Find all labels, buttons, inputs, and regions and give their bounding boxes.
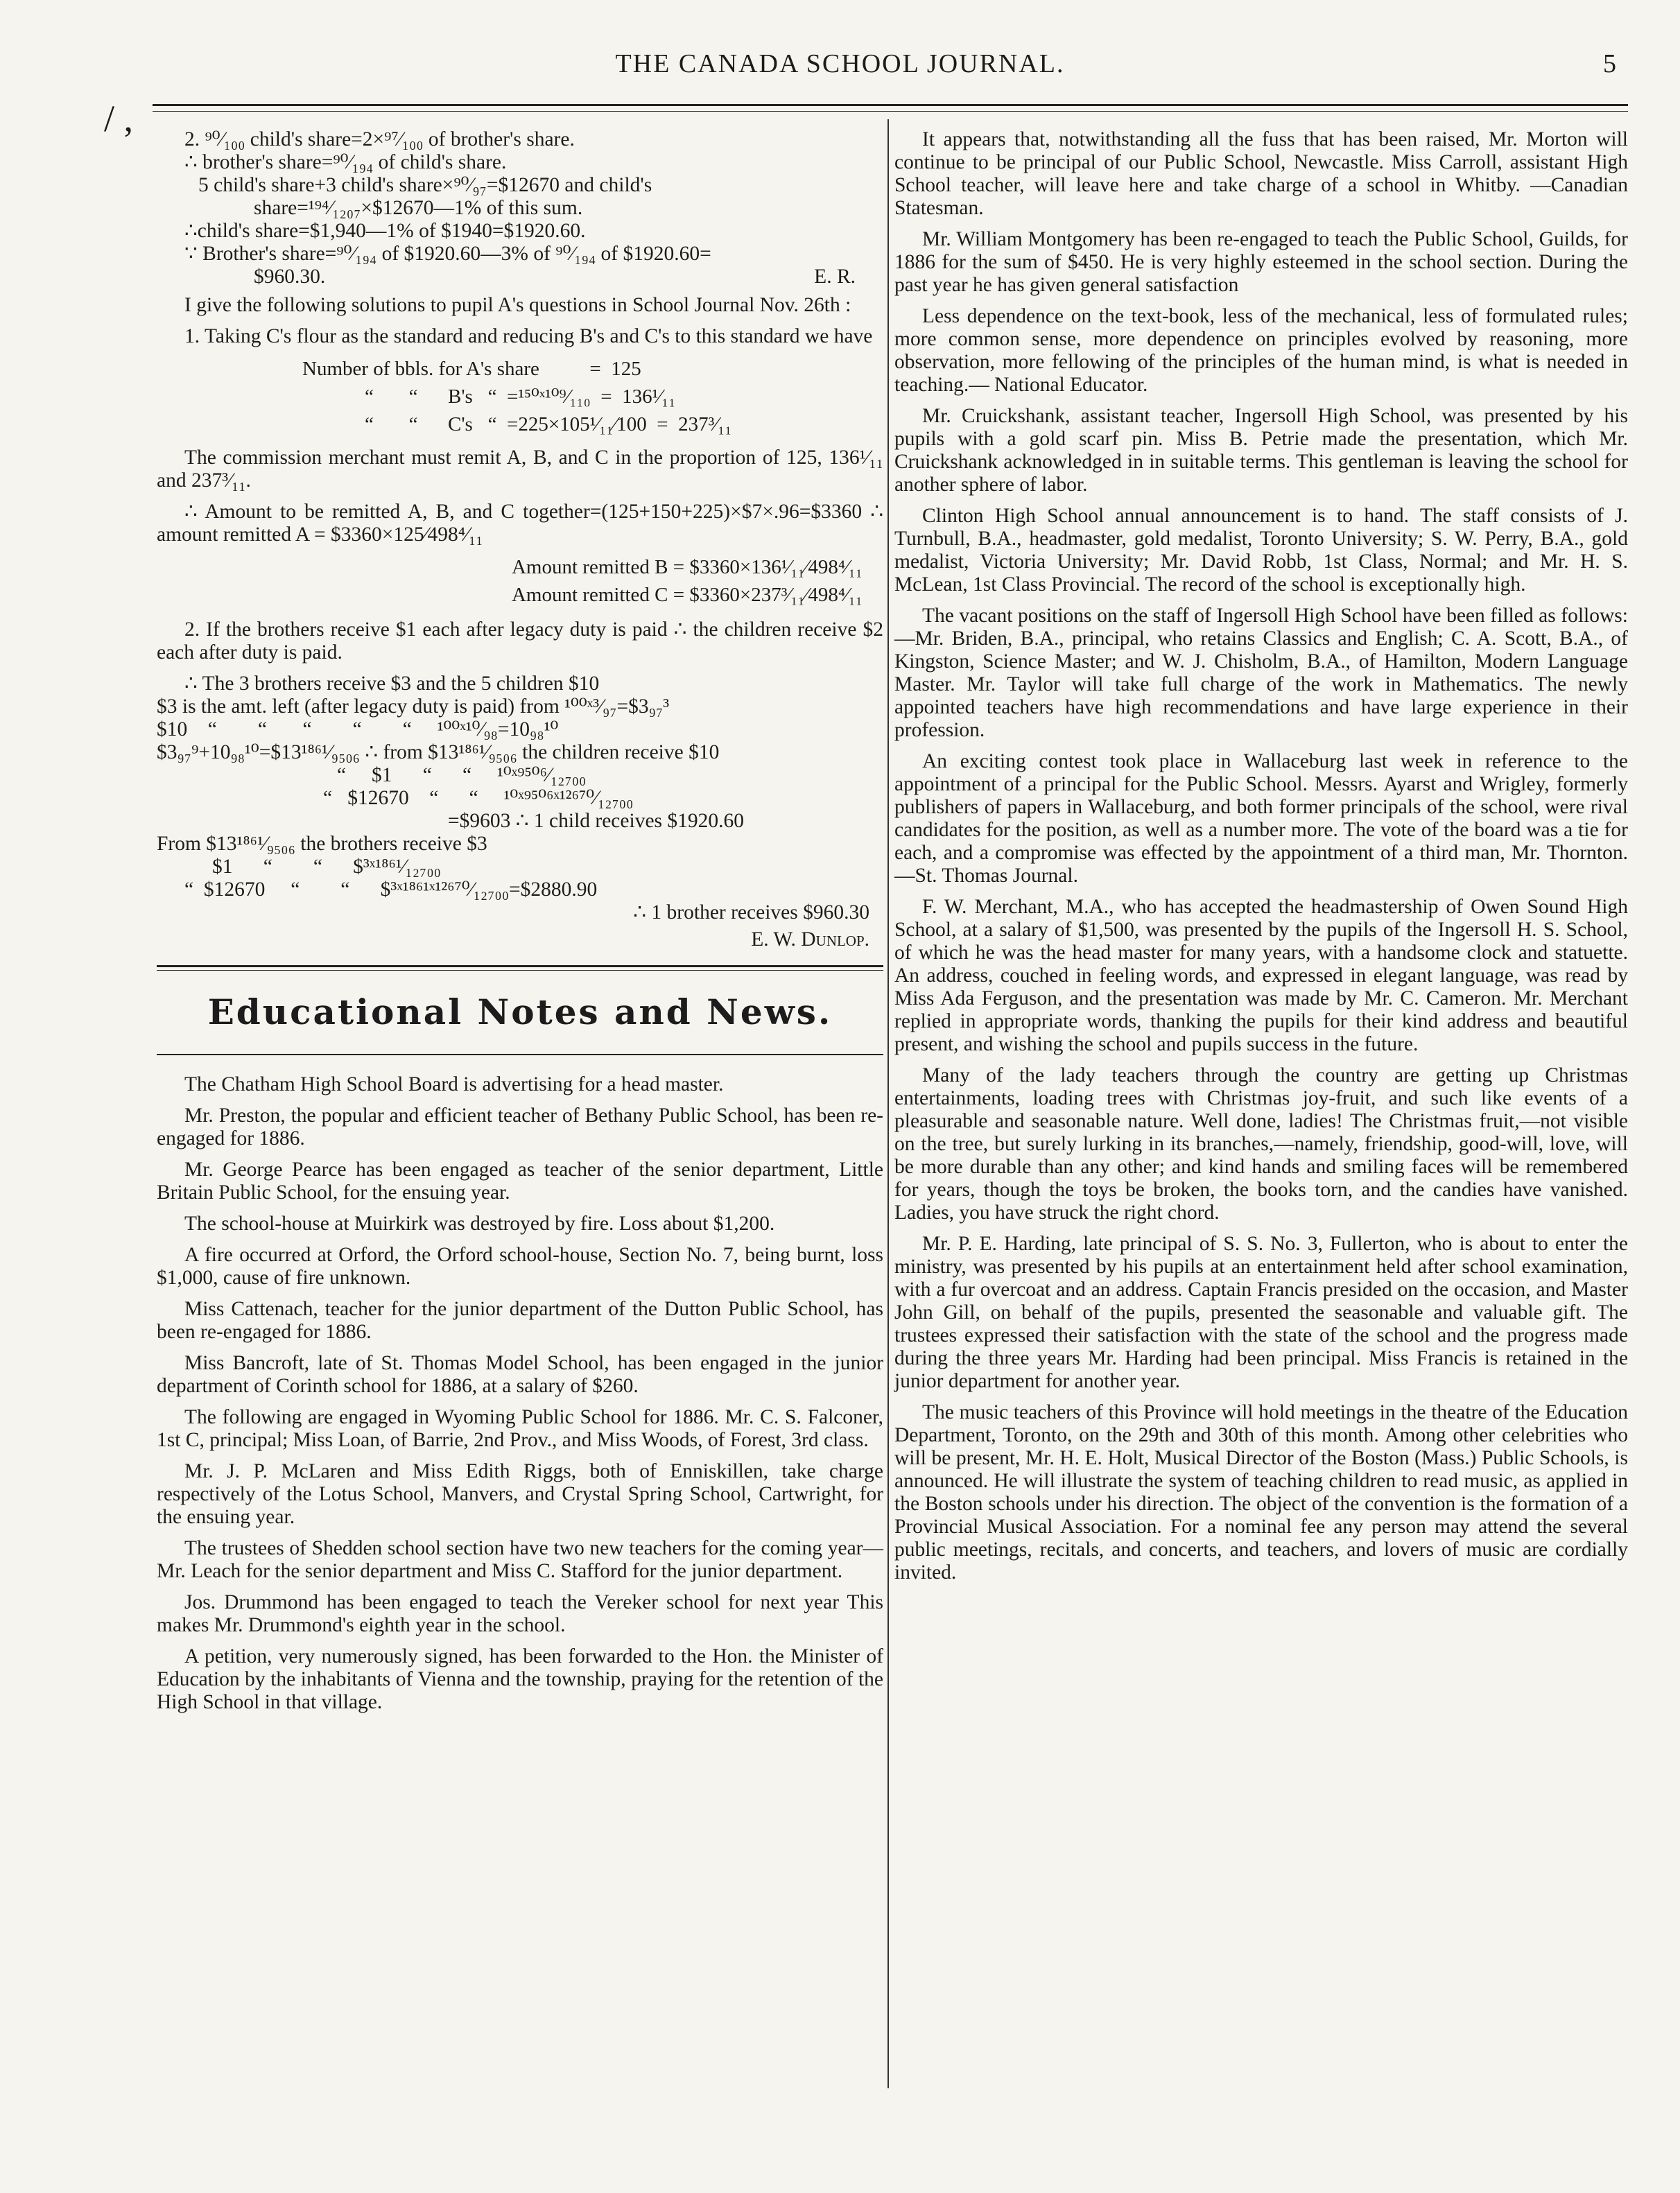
news-item: Miss Bancroft, late of St. Thomas Model School, has been engaged in the junior department of Corinth school for 1886, at a salary of $260. xyxy=(157,1352,883,1397)
column-divider xyxy=(887,119,889,2088)
solution-line: ∵ Brother's share=⁹⁰⁄₁₉₄ of $1920.60—3% of ⁹⁰⁄₁₉₄ of $1920.60= xyxy=(184,243,711,265)
working-line: From $13¹⁸⁶¹⁄₉₅₀₆ the brothers receive $3 xyxy=(157,833,487,855)
solution-1-text: 1. Taking C's flour as the standard and reducing B's and C's to this standard we have xyxy=(184,325,873,347)
news-item: F. W. Merchant, M.A., who has accepted the headmastership of Owen Sound High School, at a salary of $1,500, was presented by the pupils of the Ingersoll H. S. School, of which he was the head master for many years, with a handsome clock and statuette. An address, couched in feeling words, and expressed in elegant language, was read by Miss Ada Ferguson, and the presentation was made by Mr. C. Cameron. Mr. Merchant replied in appropriate words, thanking the pupils for their kind address and beautiful present, and wishing the school and pupils success in the future. xyxy=(894,896,1628,1055)
solution-line: share=¹⁹⁴⁄₁₂₀₇×$12670—1% of this sum. xyxy=(254,197,583,219)
news-item: The following are engaged in Wyoming Public School for 1886. Mr. C. S. Falconer, 1st C, principal; Miss Loan, of Barrie, 2nd Prov., and Miss Woods, of Forest, 3rd class. xyxy=(157,1406,883,1451)
news-item: Mr. George Pearce has been engaged as teacher of the senior department, Little Britain Public School, for the ensuing year. xyxy=(157,1159,883,1204)
news-item: Jos. Drummond has been engaged to teach the Vereker school for next year This makes Mr. Drummond's eighth year in the school. xyxy=(157,1591,883,1636)
news-item: A fire occurred at Orford, the Orford school-house, Section No. 7, being burnt, loss $1,000, cause of fire unknown. xyxy=(157,1244,883,1289)
share-b-line: “ “ B's “ =¹⁵⁰ˣ¹⁰⁹⁄₁₁₀ = 136¹⁄₁₁ xyxy=(365,385,676,408)
page-number: 5 xyxy=(1603,49,1616,78)
news-item: The school-house at Muirkirk was destroyed by fire. Loss about $1,200. xyxy=(184,1213,775,1235)
intro-paragraph: I give the following solutions to pupil A's questions in School Journal Nov. 26th : xyxy=(184,294,851,316)
news-item: A petition, very numerously signed, has been forwarded to the Hon. the Minister of Education by the inhabitants of Vienna and the township, praying for the retention of the High School in that village. xyxy=(157,1645,883,1713)
news-item: The music teachers of this Province will hold meetings in the theatre of the Education Department, Toronto, on the 29th and 30th of this month. Among other celebrities who will be present, Mr. H. E. Holt, Musical Director of the Boston (Mass.) Public Schools, is announced. He will illustrate the system of teaching children to read music, as applied in the Boston schools under his direction. The object of the convention is the formation of a Provincial Musical Association. For a nominal fee any person may attend the several public meetings, recitals, and concerts, and teachers, and lovers of music are cordially invited. xyxy=(894,1401,1628,1584)
working-line: $10 “ “ “ “ “ ¹⁰⁰ˣ¹⁰⁄₉₈=10₉₈¹⁰ xyxy=(157,718,559,740)
section-rule-thin xyxy=(157,970,883,971)
news-item: Mr. William Montgomery has been re-engaged to teach the Public School, Guilds, for 1886 for the sum of $450. He is very highly esteemed in the school section. During the past year he has given general satisfaction xyxy=(894,228,1628,296)
solution-line: ∴child's share=$1,940—1% of $1940=$1920.60. xyxy=(184,220,586,242)
news-item: Mr. Cruickshank, assistant teacher, Ingersoll High School, was presented by his pupils with a gold scarf pin. Miss B. Petrie made the presentation, which Mr. Cruickshank acknowledged in in suitable terms. This gentleman is leaving the school for another sphere of labor. xyxy=(894,405,1628,496)
working-line: $3 is the amt. left (after legacy duty is paid) from ¹⁰⁰ˣ³⁄₉₇=$3₉₇³ xyxy=(157,695,670,718)
news-item: Less dependence on the text-book, less of the mechanical, less of formulated rules; more common sense, more dependence on principles evolved by reasoning, more observation, more fellowing of the principles of the human mind, is what is needed in teaching.— National Educator. xyxy=(894,305,1628,396)
news-item: An exciting contest took place in Wallaceburg last week in reference to the appointment of a principal for the Public School. Messrs. Ayarst and Wrigley, formerly publishers of papers in Wallaceburg, and both former principals of the school, were rival candidates for the position, as well as a number more. The vote of the board was a tie for each, and a compromise was effected by the appointment of a third man, Mr. Thornton. —St. Thomas Journal. xyxy=(894,750,1628,887)
working-line: “ $1 “ “ ¹⁰ˣ⁹⁵⁰⁶⁄₁₂₇₀₀ xyxy=(337,764,587,786)
news-item: Mr. P. E. Harding, late principal of S. S. No. 3, Fullerton, who is about to enter the ministry, was presented by his pupils at an entertainment held after school examination, with a fur overcoat and an address. Captain Francis presided on the occasion, and Master John Gill, on behalf of the pupils, presented the seasonable and valuable gift. The trustees expressed their satisfaction with the state of the school and the progress made during the three years Mr. Harding had been principal. Miss Francis is retained in the junior department for another year. xyxy=(894,1233,1628,1392)
share-a-line: Number of bbls. for A's share = 125 xyxy=(302,358,641,380)
solution-line: ∴ brother's share=⁹⁰⁄₁₉₄ of child's share. xyxy=(184,151,507,173)
section-title-rule xyxy=(157,1054,883,1055)
amount-b-line: Amount remitted B = $3360×136¹⁄₁₁⁄498⁴⁄₁₁ xyxy=(511,556,863,578)
news-item: Clinton High School annual announcement is to hand. The staff consists of J. Turnbull, B.A., headmaster, gold medalist, Toronto University; S. W. Perry, B.A., gold medalist, Victoria University; Mr. David Robb, 1st Class, Normal; and Mr. H. S. McLean, 1st Class Provincial. The record of the school is exceptionally high. xyxy=(894,505,1628,596)
news-list xyxy=(157,1073,883,1714)
margin-mark: / , xyxy=(104,98,134,139)
working-line: “ $12670 “ “ ¹⁰ˣ⁹⁵⁰⁶ˣ¹²⁶⁷⁰⁄₁₂₇₀₀ xyxy=(323,787,634,809)
working-line: ∴ 1 brother receives $960.30 xyxy=(633,901,869,924)
working-line: “ $12670 “ “ $³ˣ¹⁸⁶¹ˣ¹²⁶⁷⁰⁄₁₂₇₀₀=$2880.90 xyxy=(184,878,598,901)
news-item: Miss Cattenach, teacher for the junior department of the Dutton Public School, has been re-engaged for 1886. xyxy=(157,1298,883,1343)
news-item: The Chatham High School Board is advertising for a head master. xyxy=(184,1073,724,1095)
signature-er: E. R. xyxy=(814,266,856,288)
solution-2-text: 2. If the brothers receive $1 each after legacy duty is paid ∴ the children receive $2 each after duty is paid. xyxy=(157,618,883,664)
working-line: =$9603 ∴ 1 child receives $1920.60 xyxy=(448,810,745,832)
share-c-line: “ “ C's “ =225×105¹⁄₁₁⁄100 = 237³⁄₁₁ xyxy=(365,413,732,435)
news-item: The vacant positions on the staff of Ingersoll High School have been filled as follows:—Mr. Briden, B.A., principal, who retains Classics and English; C. A. Scott, B.A., of Kingston, Science Master; and W. J. Chisholm, B.A., of Hamilton, Modern Language Master. Mr. Taylor will take full charge of the work in Mathematics. The newly appointed teachers have high recommendations and have large experience in their profession. xyxy=(894,605,1628,741)
amount-together-text: ∴ Amount to be remitted A, B, and C together=(125+150+225)×$7×.96=$3360 ∴ amount remitted A = $3360×125⁄498⁴⁄₁₁ xyxy=(157,501,883,546)
working-line: ∴ The 3 brothers receive $3 and the 5 children $10 xyxy=(184,673,600,695)
left-column xyxy=(157,128,883,1722)
signature-dunlop: E. W. Dunlop. xyxy=(751,928,869,951)
page-header xyxy=(0,42,1680,97)
working-line: $3₉₇⁹+10₉₈¹⁰=$13¹⁸⁶¹⁄₉₅₀₆ ∴ from $13¹⁸⁶¹⁄₉₅₀₆ the children receive $10 xyxy=(157,741,720,763)
working-line: $1 “ “ $³ˣ¹⁸⁶¹⁄₁₂₇₀₀ xyxy=(212,856,441,878)
header-rule-thin xyxy=(153,111,1628,112)
amount-c-line: Amount remitted C = $3360×237³⁄₁₁⁄498⁴⁄₁₁ xyxy=(511,584,863,606)
solution-block xyxy=(157,128,883,288)
section-title: Educational Notes and News. xyxy=(207,991,833,1032)
solution-2-working xyxy=(157,673,883,924)
right-column xyxy=(894,128,1628,1593)
news-item: Mr. Preston, the popular and efficient teacher of Bethany Public School, has been re-engaged for 1886. xyxy=(157,1104,883,1150)
news-item: Mr. J. P. McLaren and Miss Edith Riggs, both of Enniskillen, take charge respectively of the Lotus School, Manvers, and Crystal Spring School, Cartwright, for the ensuing year. xyxy=(157,1460,883,1528)
news-item: It appears that, notwithstanding all the fuss that has been raised, Mr. Morton will continue to be principal of our Public School, Newcastle. Miss Carroll, assistant High School teacher, will leave here and take charge of a school in Whitby. —Canadian Statesman. xyxy=(894,128,1628,219)
solution-line: 2. ⁹⁰⁄₁₀₀ child's share=2×⁹⁷⁄₁₀₀ of brother's share. xyxy=(184,128,575,150)
solution-line: 5 child's share+3 child's share×⁹⁰⁄₉₇=$12670 and child's xyxy=(198,174,652,196)
news-item: The trustees of Shedden school section have two new teachers for the coming year—Mr. Leach for the senior department and Miss C. Stafford for the junior department. xyxy=(157,1537,883,1582)
solution-line: $960.30. xyxy=(254,266,326,288)
journal-title: THE CANADA SCHOOL JOURNAL. xyxy=(615,49,1065,78)
header-rule xyxy=(153,104,1628,106)
news-item: Many of the lady teachers through the country are getting up Christmas entertainments, loading trees with Christmas joy-fruit, and such like events of a pleasurable and seasonable nature. Well done, ladies! The Christmas fruit,—not visible on the tree, but surely lurking in its branches,—namely, friendship, good-will, love, will be more durable than any other; and kind hands and smiling faces will be remembered for years, though the toys be broken, the books torn, and the candies have vanished. Ladies, you have struck the right chord. xyxy=(894,1064,1628,1224)
section-rule xyxy=(157,965,883,967)
proportion-text: The commission merchant must remit A, B, and C in the proportion of 125, 136¹⁄₁₁ and 237³⁄₁₁. xyxy=(157,447,883,492)
